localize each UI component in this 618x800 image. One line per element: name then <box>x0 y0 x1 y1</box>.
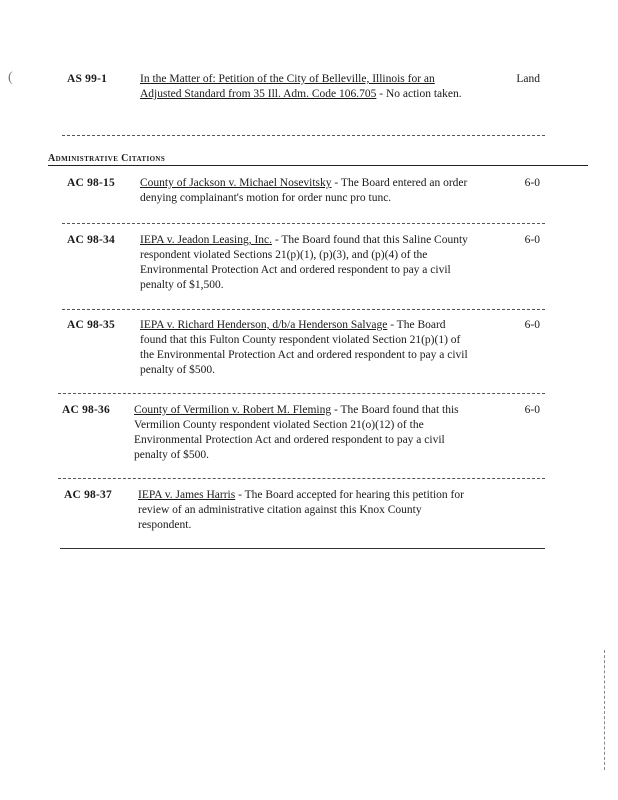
section-title: Administrative Citations <box>48 153 166 164</box>
docket-number: AC 98-15 <box>67 177 115 189</box>
entry-description <box>140 176 470 206</box>
scan-edge <box>604 650 605 770</box>
entry-text: - No action taken. <box>376 88 462 100</box>
scan-mark: ( <box>8 70 13 85</box>
entry-description <box>140 72 470 102</box>
entry-text: - The Board accepted for hearing this petition for review of an administrative citation against this Knox County respondent. <box>138 489 464 531</box>
entry-description <box>134 403 470 463</box>
entry-description <box>140 318 470 378</box>
case-title: IEPA v. James Harris <box>138 489 236 501</box>
entry-text: - The Board found that this Saline County respondent violated Sections 21(p)(1), (p)(3), and (p)(4) of the Environmental Protection Act and ordered respondent to pay a civil penalty of $1,500. <box>140 234 468 291</box>
case-title: In the Matter of: Petition of the City of Belleville, Illinois for an Adjusted Standard from 35 Ill. Adm. Code 106.705 <box>140 73 435 100</box>
docket-number: AS 99-1 <box>67 73 108 85</box>
divider <box>62 223 545 224</box>
entry-text: - The Board found that this Fulton County respondent violated Section 21(p)(1) of the Environmental Protection Act and ordered respondent to pay a civil penalty of $500. <box>140 319 468 376</box>
vote-result: 6-0 <box>524 319 540 331</box>
vote-result: 6-0 <box>524 234 540 246</box>
docket-number: AC 98-34 <box>67 234 115 246</box>
docket-number: AC 98-37 <box>64 489 112 501</box>
entry-text: - The Board entered an order denying complainant's motion for order nunc pro tunc. <box>140 177 468 204</box>
vote-result: 6-0 <box>524 404 540 416</box>
entry-description <box>138 488 468 533</box>
entry-text: - The Board found that this Vermilion County respondent violated Section 21(o)(12) of the Environmental Protection Act and ordered respondent to pay a civil penalty of $500. <box>134 404 459 461</box>
vote-result: Land <box>516 73 540 85</box>
divider <box>62 135 545 136</box>
case-title: IEPA v. Richard Henderson, d/b/a Henderson Salvage <box>140 319 388 331</box>
divider <box>60 548 545 549</box>
case-title: County of Jackson v. Michael Nosevitsky <box>140 177 332 189</box>
entry-description <box>140 233 470 293</box>
case-title: IEPA v. Jeadon Leasing, Inc. <box>140 234 273 246</box>
divider <box>58 478 545 479</box>
case-title: County of Vermilion v. Robert M. Fleming <box>134 404 332 416</box>
divider <box>62 309 545 310</box>
docket-number: AC 98-35 <box>67 319 115 331</box>
section-underline <box>48 165 588 166</box>
docket-number: AC 98-36 <box>62 404 110 416</box>
vote-result: 6-0 <box>524 177 540 189</box>
divider <box>58 393 545 394</box>
